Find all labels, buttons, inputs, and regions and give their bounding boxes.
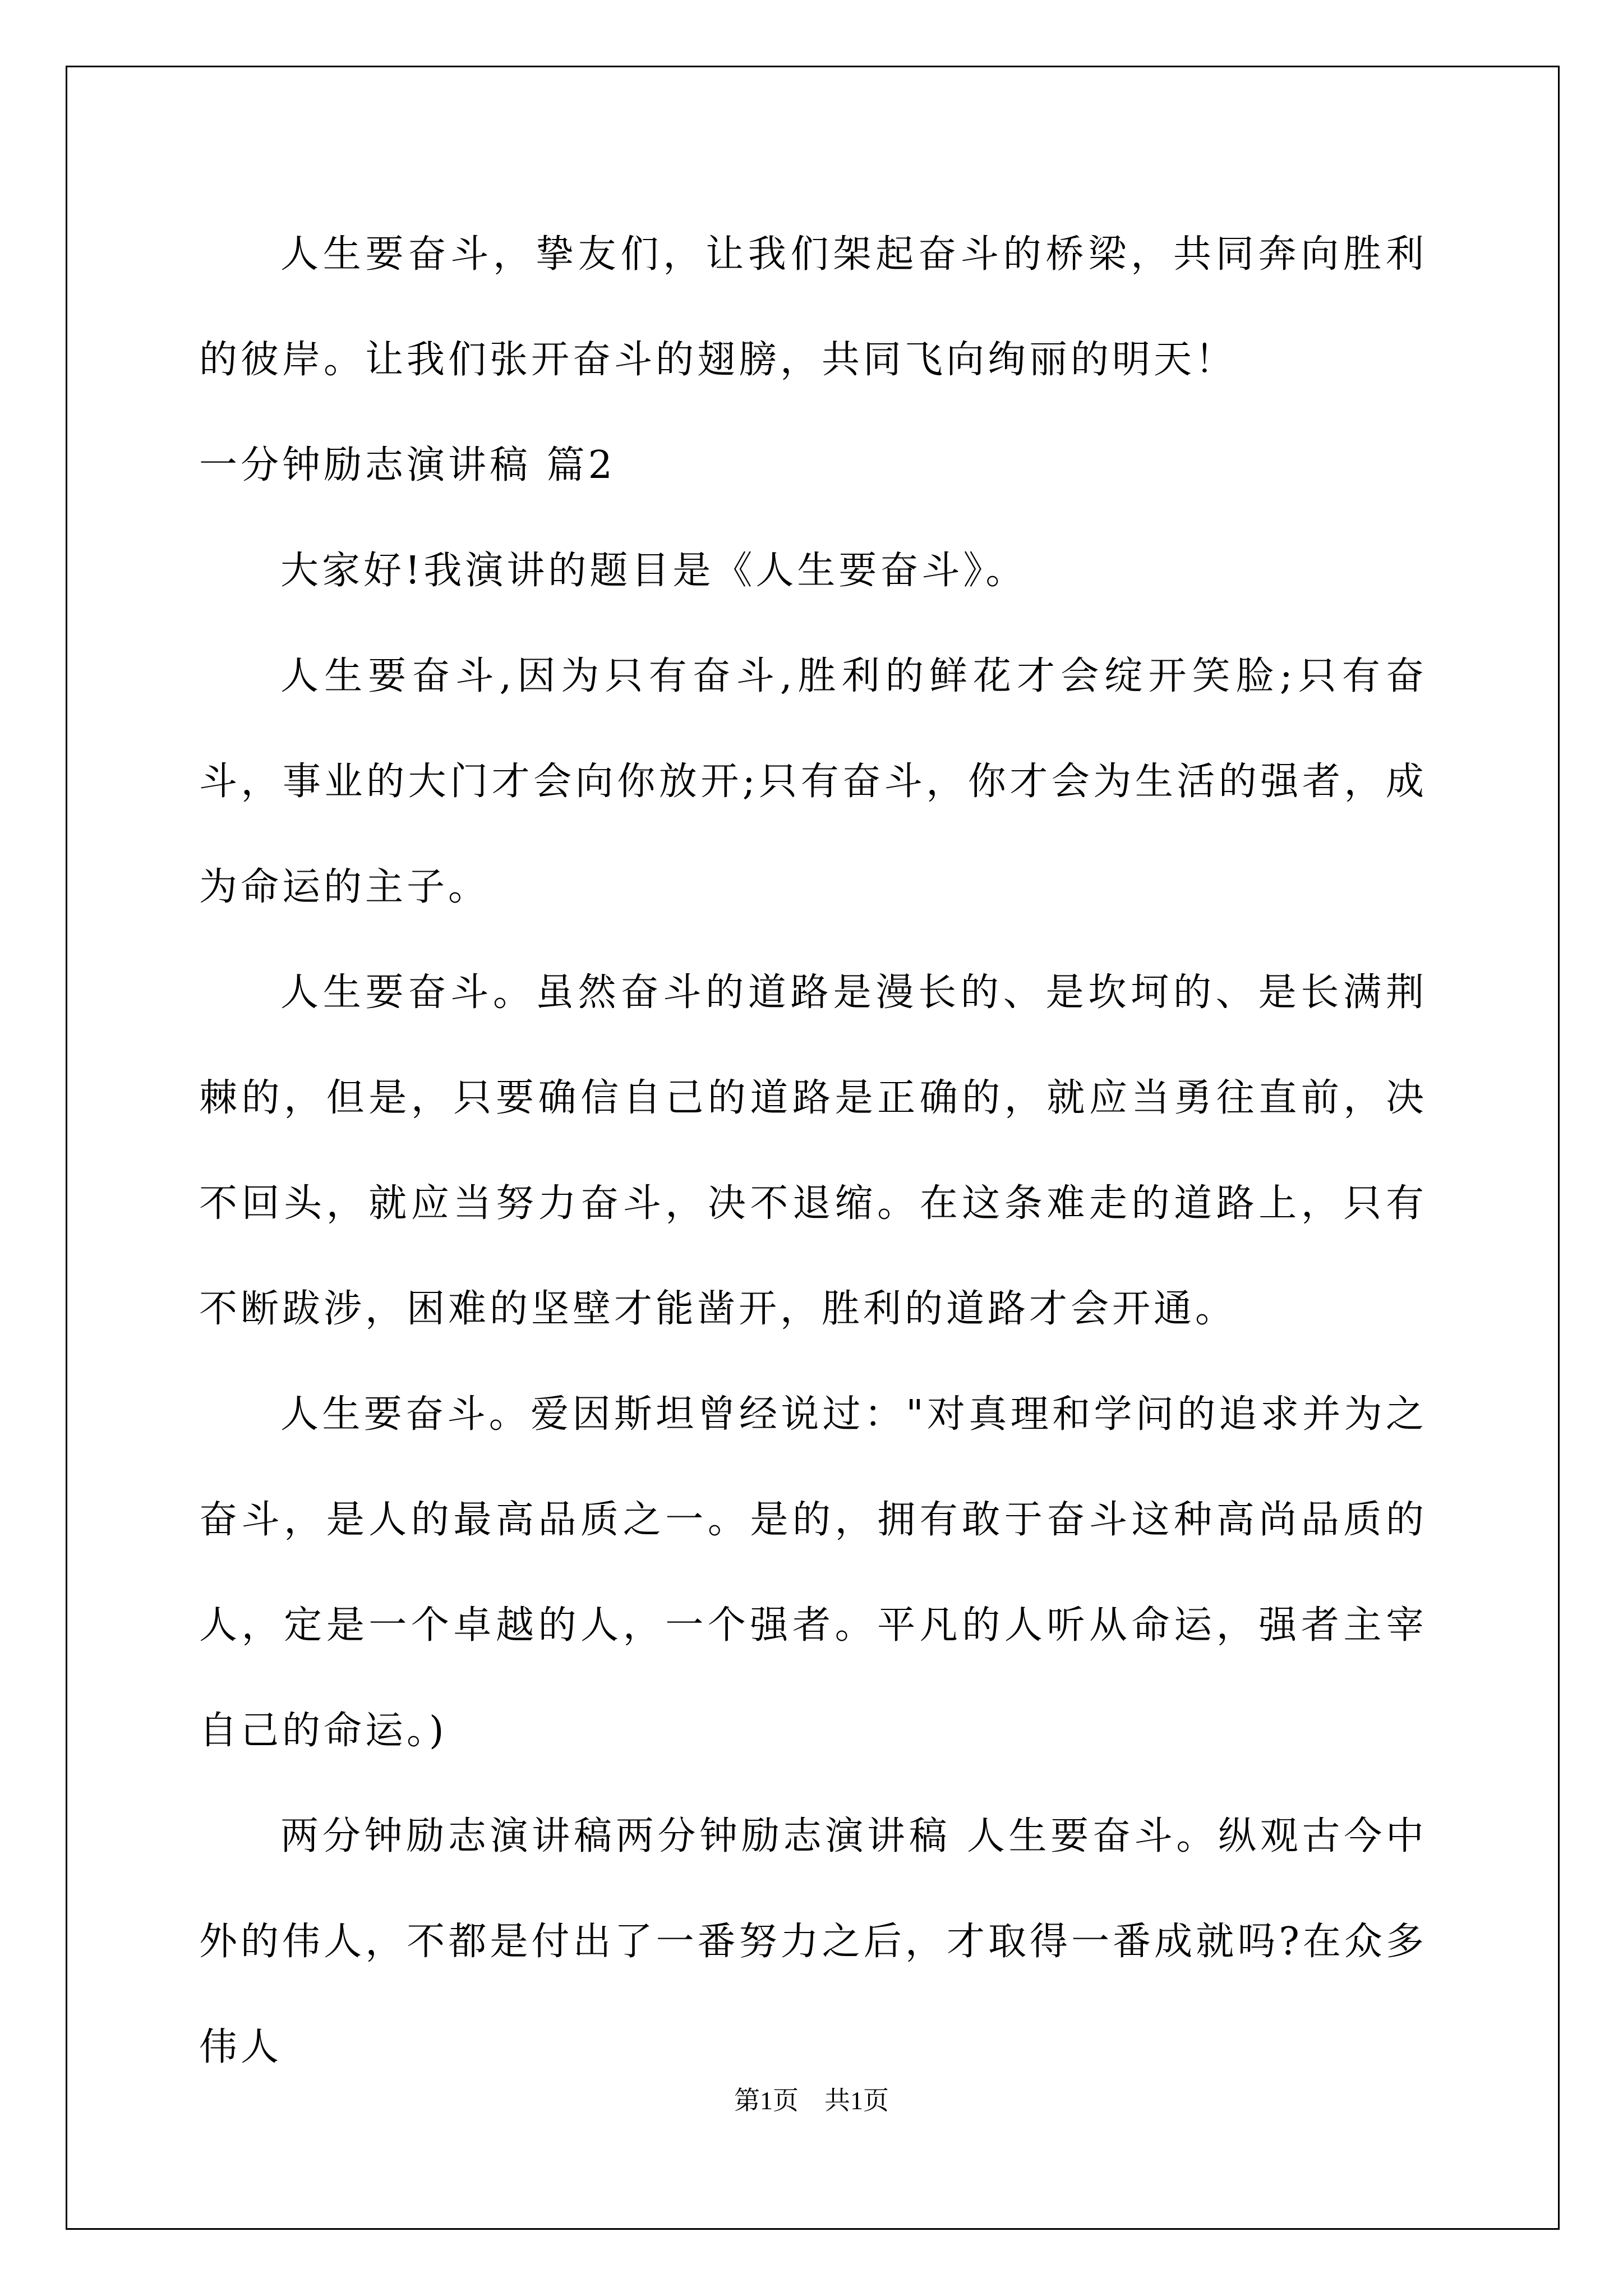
section-heading: 一分钟励志演讲稿 篇2 <box>199 443 616 487</box>
document-body <box>199 202 1427 2100</box>
paragraph-4: 两分钟励志演讲稿两分钟励志演讲稿 人生要奋斗。纵观古今中外的伟人，不都是付出了一番努力之后，才取得一番成就吗?在众多伟人 <box>199 1814 1427 2069</box>
page-number-footer: 第1页 共1页 <box>734 2086 889 2115</box>
paragraph-2: 人生要奋斗。虽然奋斗的道路是漫长的、是坎坷的、是长满荆棘的，但是，只要确信自己的道路是正确的，就应当勇往直前，决不回头，就应当努力奋斗，决不退缩。在这条难走的道路上，只有不断跋涉，困难的坚壁才能凿开，胜利的道路才会开通。 <box>199 970 1427 1331</box>
paragraph-closing: 人生要奋斗，挚友们，让我们架起奋斗的桥梁，共同奔向胜利的彼岸。让我们张开奋斗的翅膀，共同飞向绚丽的明天！ <box>199 232 1427 382</box>
paragraph-3: 人生要奋斗。爱因斯坦曾经说过："对真理和学问的追求并为之奋斗，是人的最高品质之一。是的，拥有敢于奋斗这种高尚品质的人，定是一个卓越的人，一个强者。平凡的人听从命运，强者主宰自己的命运。) <box>199 1392 1427 1753</box>
paragraph-greeting: 大家好!我演讲的题目是《人生要奋斗》。 <box>280 549 1027 593</box>
paragraph-1: 人生要奋斗,因为只有奋斗,胜利的鲜花才会绽开笑脸;只有奋斗，事业的大门才会向你放开;只有奋斗，你才会为生活的强者，成为命运的主子。 <box>199 654 1427 909</box>
